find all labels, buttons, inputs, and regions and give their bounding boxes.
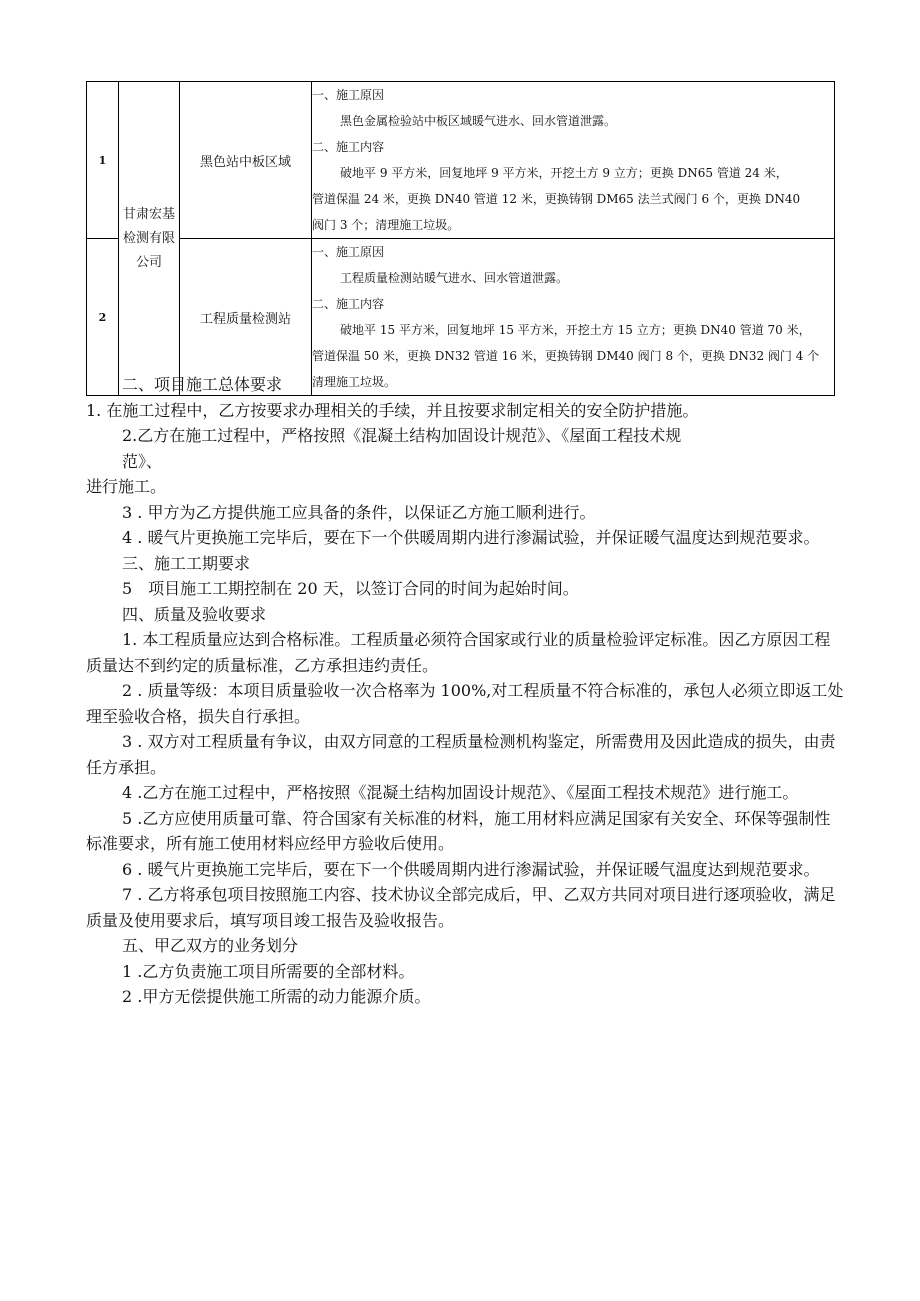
section-heading: 二、项目施工总体要求 (122, 375, 283, 394)
content-line-1: 破地平 15 平方米，回复地坪 15 平方米，开挖土方 15 立方；更换 DN40 管道 70 米， (340, 323, 811, 337)
paragraph: 1 .乙方负责施工项目所需要的全部材料。 (122, 961, 415, 981)
content-heading: 二、施工内容 (312, 140, 385, 154)
content-line-2: 管道保温 24 米，更换 DN40 管道 12 米，更换铸钢 DM65 法兰式阀门 6 个，更换 DN40 (312, 192, 801, 206)
paragraph: 1. 在施工过程中，乙方按要求办理相关的手续，并且按要求制定相关的安全防护措施。 (86, 400, 699, 420)
paragraph: 5 .乙方应使用质量可靠、符合国家有关标准的材料，施工用材料应满足国家有关安全、环保等强制性标准要求，所有施工使用材料应经甲方验收后使用。 (86, 808, 831, 853)
company-cell: 甘肃宏基检测有限公司 (119, 82, 180, 396)
paragraph: 3 . 甲方为乙方提供施工应具备的条件，以保证乙方施工顺利进行。 (122, 502, 596, 522)
content-line-3: 阀门 3 个；清理施工垃圾。 (312, 218, 460, 232)
row-number: 2 (87, 239, 119, 396)
reason-heading: 一、施工原因 (312, 88, 385, 102)
paragraph: 6 . 暖气片更换施工完毕后，要在下一个供暖周期内进行渗漏试验，并保证暖气温度达到规范要求。 (122, 859, 820, 879)
paragraph: 4 .乙方在施工过程中，严格按照《混凝土结构加固设计规范》、《屋面工程技术规范》进行施工。 (122, 783, 799, 802)
paragraph: 7 . 乙方将承包项目按照施工内容、技术协议全部完成后，甲、乙双方共同对项目进行逐项验收，满足质量及使用要求后，填写项目竣工报告及验收报告。 (86, 885, 836, 930)
section-heading: 四、质量及验收要求 (122, 604, 267, 624)
paragraph: 3 . 双方对工程质量有争议，由双方同意的工程质量检测机构鉴定，所需费用及因此造成的损失，由责任方承担。 (86, 732, 836, 777)
paragraph: 范》、 (122, 451, 163, 471)
row-number: 1 (87, 82, 119, 239)
paragraph: 5 项目施工工期控制在 20 天，以签订合同的时间为起始时间。 (122, 579, 579, 598)
paragraph: 4 . 暖气片更换施工完毕后，要在下一个供暖周期内进行渗漏试验，并保证暖气温度达到规范要求。 (122, 528, 820, 547)
paragraph: 2 .甲方无偿提供施工所需的动力能源介质。 (122, 987, 431, 1006)
paragraph: 2 . 质量等级：本项目质量验收一次合格率为 100%,对工程质量不符合标准的，承包人必须立即返工处理至验收合格，损失自行承担。 (86, 681, 844, 726)
reason-text: 黑色金属检验站中板区域暖气进水、回水管道泄露。 (340, 114, 617, 128)
content-heading: 二、施工内容 (312, 297, 385, 311)
reason-text: 工程质量检测站暖气进水、回水管道泄露。 (340, 271, 569, 285)
content-line-2: 管道保温 50 米，更换 DN32 管道 16 米，更换铸钢 DM40 阀门 8 个，更换 DN32 阀门 4 个 (312, 349, 820, 363)
content-cell (312, 82, 835, 239)
table-row (87, 82, 835, 239)
site-cell: 工程质量检测站 (180, 239, 312, 396)
work-items-table (86, 81, 835, 396)
content-line-3: 清理施工垃圾。 (312, 375, 397, 389)
reason-heading: 一、施工原因 (312, 245, 385, 259)
content-line-1: 破地平 9 平方米，回复地坪 9 平方米，开挖土方 9 立方；更换 DN65 管道 24 米， (340, 166, 788, 180)
paragraph: 1. 本工程质量应达到合格标准。工程质量必须符合国家或行业的质量检验评定标准。因乙方原因工程质量达不到约定的质量标准，乙方承担违约责任。 (86, 630, 831, 675)
paragraph: 进行施工。 (86, 477, 167, 496)
contract-body (86, 372, 846, 1010)
paragraph: 2.乙方在施工过程中，严格按照《混凝土结构加固设计规范》、《屋面工程技术规 (122, 426, 682, 445)
section-heading: 三、施工工期要求 (122, 553, 251, 573)
site-cell: 黑色站中板区域 (180, 82, 312, 239)
section-heading: 五、甲乙双方的业务划分 (122, 936, 299, 955)
